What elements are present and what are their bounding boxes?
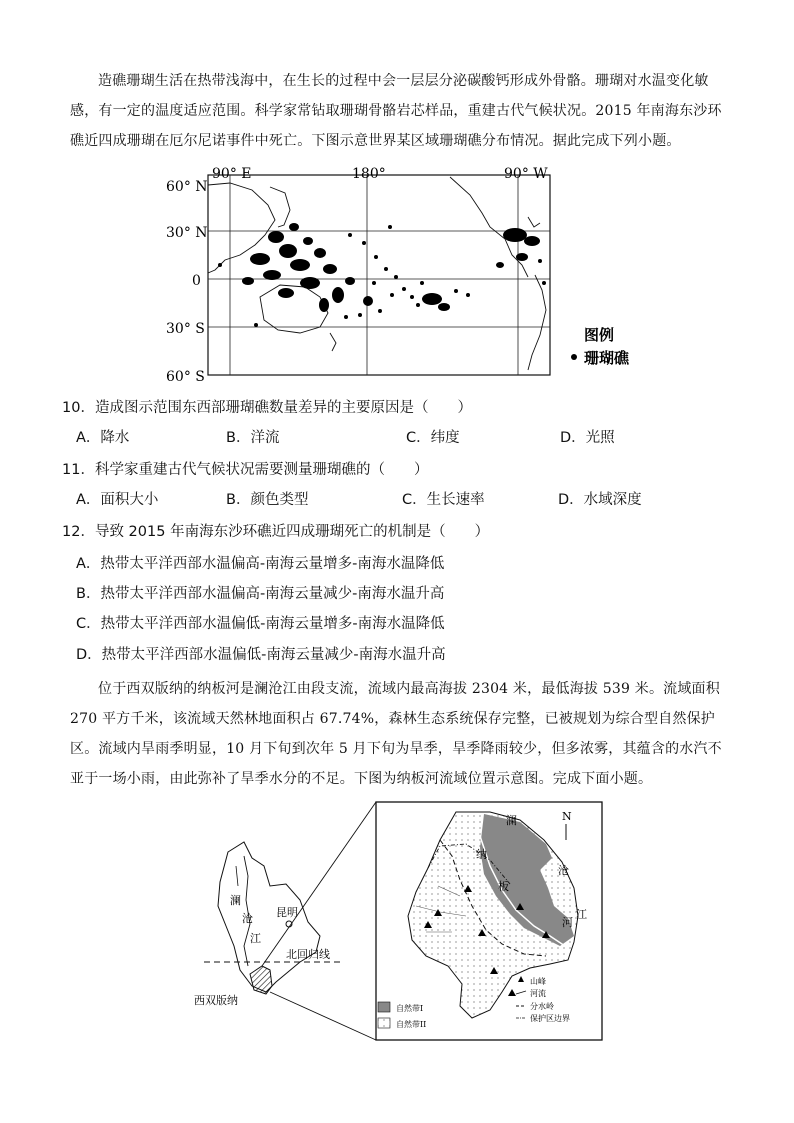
tropic-of-cancer-label: 北回归线 (286, 948, 330, 961)
kunming-label: 昆明 (276, 906, 298, 919)
passage-nabanhe: 位于西双版纳的纳板河是澜沧江由段支流，流域内最高海拔 2304 米，最低海拔 539 米。流域面积 270 平方千米，该流域天然林地面积占 67.74%，森林生态系统保存完整，已被规划为综合型自然保护区。流域内旱雨季明显，10 月下旬到次年 5 月下旬为旱季，旱季降雨较少，但多浓雾，其蕴含的水汽不亚于一场小雨，由此弥补了旱季水分的不足。下图为纳板河流域位置示意图。完成下面小题。 (70, 681, 722, 787)
legend-river: 河流 (530, 989, 546, 998)
label-60s: 60° S (166, 369, 205, 385)
xishuangbanna-label: 西双版纳 (194, 994, 238, 1007)
label-90e: 90° E (212, 166, 252, 182)
question-10: 10．造成图示范围东西部珊瑚礁数量差异的主要原因是（ ） (62, 400, 472, 416)
label-180: 180° (352, 166, 386, 182)
q12-option-b[interactable]: B．热带太平洋西部水温偏高-南海云量减少-南海水温升高 (76, 586, 445, 602)
q12-option-d[interactable]: D．热带太平洋西部水温偏低-南海云量减少-南海水温升高 (76, 647, 446, 663)
legend-reef-symbol (571, 354, 577, 360)
label-0: 0 (192, 273, 201, 289)
inset-label-lan: 澜 (506, 814, 517, 827)
legend-zone-1: 自然带I (396, 1004, 424, 1013)
north-arrow-label: N (562, 810, 572, 823)
province-label-lan: 澜 (230, 894, 241, 907)
q12-option-a[interactable]: A．热带太平洋西部水温偏高-南海云量增多-南海水温降低 (76, 556, 445, 572)
legend-watershed: 分水岭 (530, 1002, 554, 1011)
label-30n: 30° N (166, 225, 208, 241)
q12-option-c[interactable]: C．热带太平洋西部水温偏低-南海云量增多-南海水温降低 (76, 616, 445, 632)
q11-option-d[interactable]: D．水域深度 (558, 492, 642, 508)
inset-label-na: 纳 (476, 848, 487, 861)
coral-reef-map (160, 165, 640, 385)
legend-zone-2: 自然带II (396, 1020, 427, 1029)
question-12: 12．导致 2015 年南海东沙环礁近四成珊瑚死亡的机制是（ ） (62, 524, 490, 540)
province-label-cang: 沧 (242, 912, 253, 925)
nabanhe-location-map (190, 796, 610, 1046)
q10-option-b[interactable]: B．洋流 (226, 430, 280, 446)
q11-option-a[interactable]: A．面积大小 (76, 492, 159, 508)
label-60n: 60° N (166, 179, 208, 195)
q10-option-c[interactable]: C．纬度 (406, 430, 460, 446)
inset-label-cang: 沧 (558, 864, 569, 877)
q11-option-b[interactable]: B．颜色类型 (226, 492, 309, 508)
q10-option-a[interactable]: A．降水 (76, 430, 130, 446)
legend-reef-label: 珊瑚礁 (584, 349, 630, 367)
legend-title: 图例 (584, 326, 615, 344)
province-label-jiang: 江 (250, 932, 261, 945)
inset-label-ban: 板 (498, 880, 509, 893)
passage-coral: 造礁珊瑚生活在热带浅海中，在生长的过程中会一层层分泌碳酸钙形成外骨骼。珊瑚对水温变化敏感，有一定的温度适应范围。科学家常钻取珊瑚骨骼岩芯样品，重建古代气候状况。2015 年南海东沙环礁近四成珊瑚在厄尔尼诺事件中死亡。下图示意世界某区域珊瑚礁分布情况。据此完成下列小题。 (70, 73, 722, 149)
question-11: 11．科学家重建古代气候状况需要测量珊瑚礁的（ ） (62, 462, 429, 478)
inset-label-jiang: 江 (576, 908, 587, 921)
q10-option-d[interactable]: D．光照 (560, 430, 615, 446)
label-30s: 30° S (166, 321, 205, 337)
legend-peak: 山峰 (530, 977, 546, 986)
legend-reserve-boundary: 保护区边界 (530, 1014, 570, 1023)
q11-option-c[interactable]: C．生长速率 (402, 492, 485, 508)
label-90w: 90° W (504, 166, 548, 182)
inset-label-he: 河 (562, 916, 573, 929)
